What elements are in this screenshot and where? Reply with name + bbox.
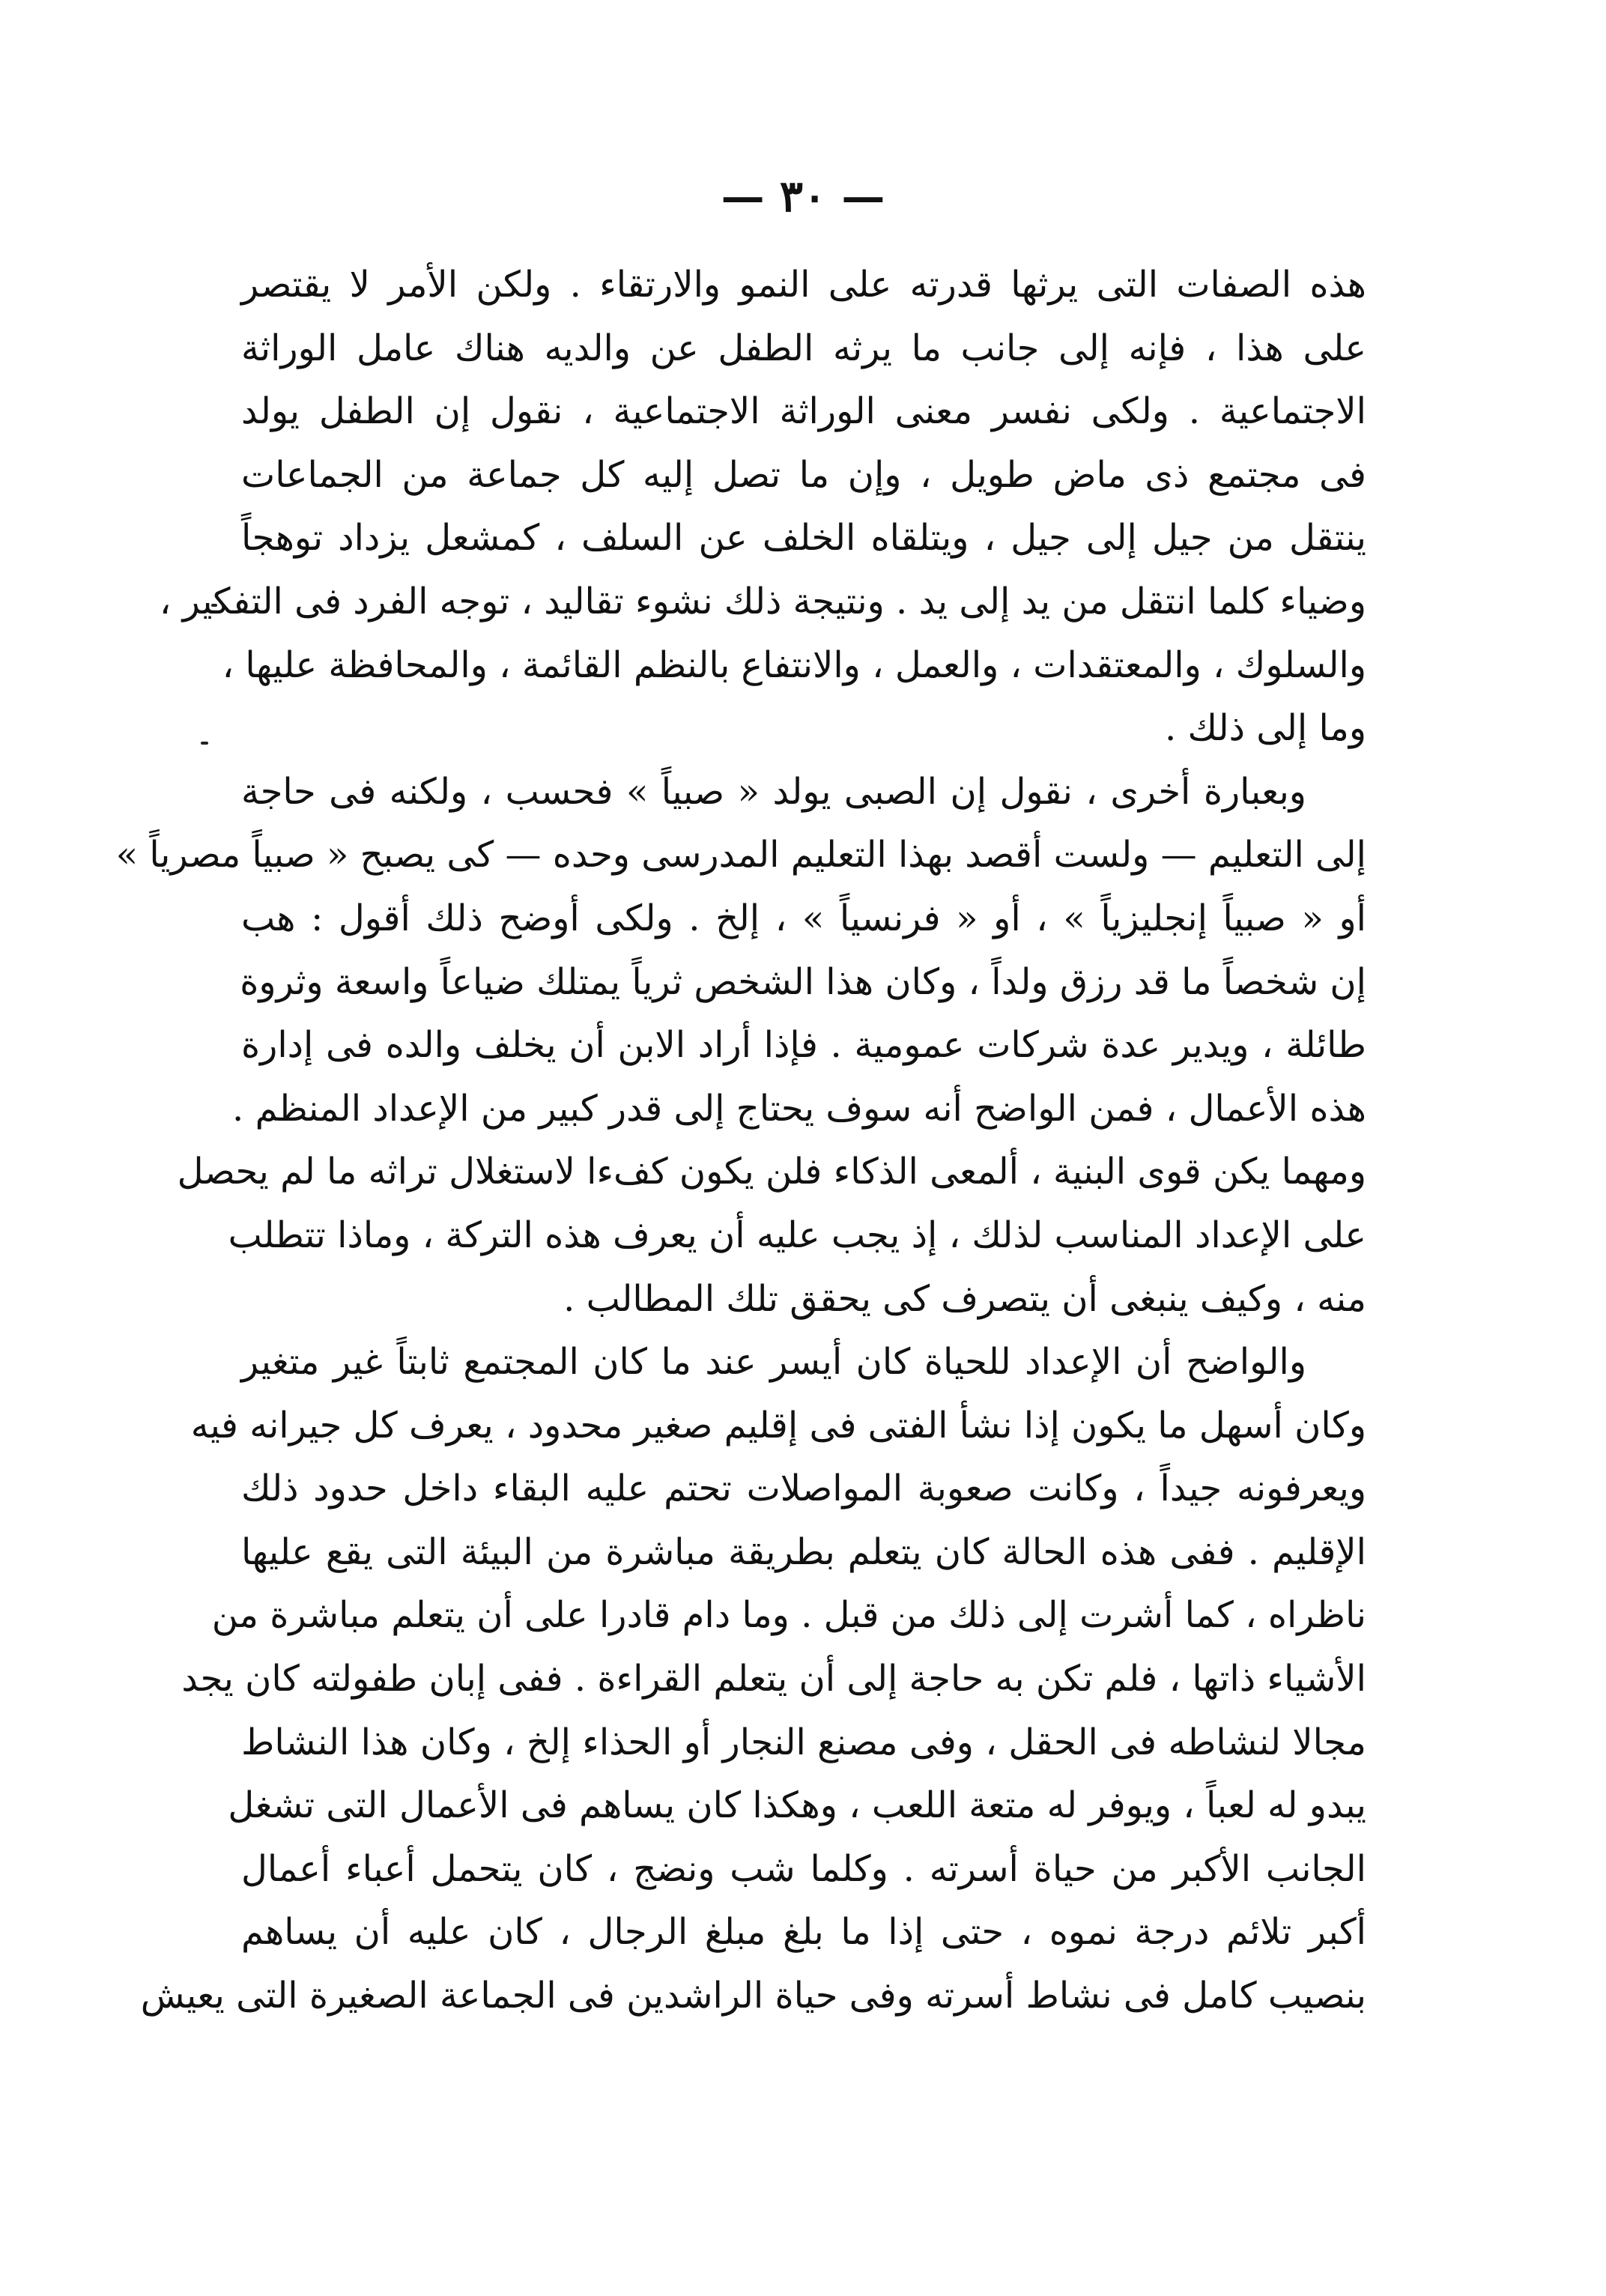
text-line: مجالا لنشاطه فى الحقل ، وفى مصنع النجار أو الحذاء إلخ ، وكان هذا النشاط — [241, 1721, 1366, 1763]
text-line: على الإعداد المناسب لذلك ، إذ يجب عليه أن يعرف هذه التركة ، وماذا تتطلب — [228, 1214, 1366, 1256]
text-line: منه ، وكيف ينبغى أن يتصرف كى يحقق تلك المطالب . — [563, 1277, 1366, 1320]
paragraph-2 — [115, 760, 1367, 1330]
paragraph-1 — [159, 253, 1367, 760]
text-line: الأشياء ذاتها ، فلم تكن به حاجة إلى أن يتعلم القراءة . ففى إبان طفولته كان يجد — [181, 1658, 1366, 1700]
text-line: بنصيب كامل فى نشاط أسرته وفى حياة الراشدين فى الجماعة الصغيرة التى يعيش — [140, 1975, 1366, 2017]
text-line: وكان أسهل ما يكون إذا نشأ الفتى فى إقليم صغير محدود ، يعرف كل جيرانه فيه — [190, 1404, 1366, 1447]
paragraph-3 — [140, 1330, 1366, 2028]
text-line: وضياء كلما انتقل من يد إلى يد . ونتيجة ذلك نشوء تقاليد ، توجه الفرد فى التفكير ، — [159, 580, 1366, 623]
text-line: يبدو له لعباً ، ويوفر له متعة اللعب ، وهكذا كان يساهم فى الأعمال التى تشغل — [228, 1784, 1366, 1827]
text-line: الإقليم . ففى هذه الحالة كان يتعلم بطريقة مباشرة من البيئة التى يقع عليها — [241, 1530, 1366, 1573]
text-line: إلى التعليم — ولست أقصد بهذا التعليم المدرسى وحده — كى يصبح « صبياً مصرياً » — [115, 834, 1366, 876]
text-line: ناظراه ، كما أشرت إلى ذلك من قبل . وما دام قادرا على أن يتعلم مباشرة من — [211, 1594, 1366, 1637]
scan-speck — [201, 742, 208, 745]
text-line: وبعبارة أخرى ، نقول إن الصبى يولد « صبياً » فحسب ، ولكنه فى حاجة — [241, 770, 1306, 813]
text-line: على هذا ، فإنه إلى جانب ما يرثه الطفل عن والديه هناك عامل الوراثة — [241, 327, 1366, 369]
text-line: والسلوك ، والمعتقدات ، والعمل ، والانتفاع بالنظم القائمة ، والمحافظة عليها ، — [222, 643, 1366, 686]
text-line: الاجتماعية . ولكى نفسر معنى الوراثة الاجتماعية ، نقول إن الطفل يولد — [241, 390, 1366, 433]
text-line: هذه الأعمال ، فمن الواضح أنه سوف يحتاج إلى قدر كبير من الإعداد المنظم . — [232, 1087, 1366, 1130]
text-line: هذه الصفات التى يرثها قدرته على النمو والارتقاء . ولكن الأمر لا يقتصر — [241, 264, 1366, 306]
text-line: ينتقل من جيل إلى جيل ، ويتلقاه الخلف عن السلف ، كمشعل يزداد توهجاً — [241, 517, 1367, 560]
text-line: والواضح أن الإعداد للحياة كان أيسر عند ما كان المجتمع ثابتاً غير متغير — [241, 1341, 1306, 1384]
body-text — [115, 253, 1367, 2028]
text-line: ومهما يكن قوى البنية ، ألمعى الذكاء فلن يكون كفءا لاستغلال تراثه ما لم يحصل — [177, 1151, 1366, 1193]
text-line: فى مجتمع ذى ماض طويل ، وإن ما تصل إليه كل جماعة من الجماعات — [241, 453, 1366, 496]
text-line: طائلة ، ويدير عدة شركات عمومية . فإذا أراد الابن أن يخلف والده فى إدارة — [241, 1024, 1367, 1067]
text-line: الجانب الأكبر من حياة أسرته . وكلما شب ونضج ، كان يتحمل أعباء أعمال — [241, 1847, 1366, 1890]
text-line: وما إلى ذلك . — [1165, 707, 1366, 750]
page-number: — ٣٠ — — [721, 171, 885, 222]
text-line: أكبر تلائم درجة نموه ، حتى إذا ما بلغ مبلغ الرجال ، كان عليه أن يساهم — [241, 1911, 1366, 1954]
text-line: أو « صبياً إنجليزياً » ، أو « فرنسياً » ، إلخ . ولكى أوضح ذلك أقول : هب — [241, 897, 1366, 939]
text-line: إن شخصاً ما قد رزق ولداً ، وكان هذا الشخص ثرياً يمتلك ضياعاً واسعة وثروة — [240, 960, 1366, 1003]
text-line: ويعرفونه جيداً ، وكانت صعوبة المواصلات تحتم عليه البقاء داخل حدود ذلك — [241, 1467, 1366, 1510]
